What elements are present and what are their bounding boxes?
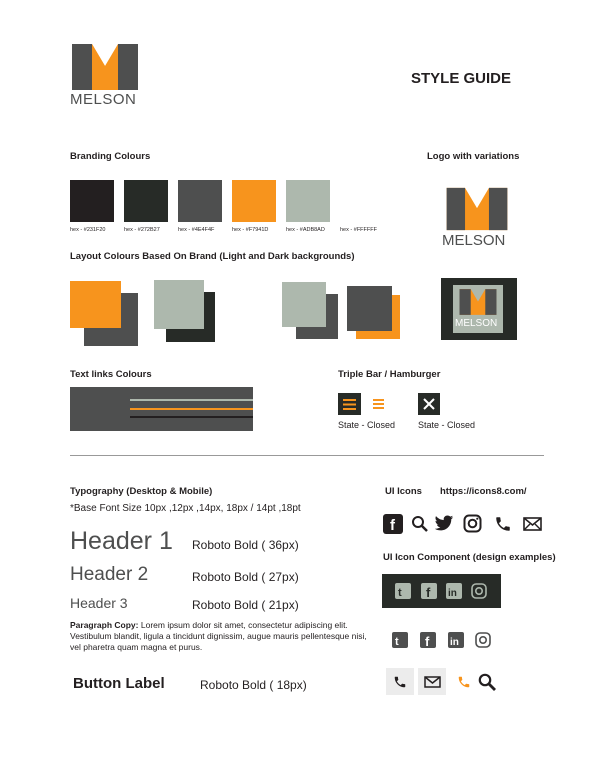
twitter-icon[interactable] [395,583,411,599]
layout-sample [70,281,121,328]
icon-component-light [392,632,502,652]
hamburger-light-button[interactable] [370,395,386,413]
page-title: STYLE GUIDE [411,70,512,87]
svg-text:f: f [426,585,431,599]
logo-variation-light [442,186,512,252]
hex-label: hex - #4E4F4F [178,227,215,233]
hamburger-icon [343,399,356,410]
hex-label: hex - #231F20 [70,227,106,233]
typography-heading: Typography (Desktop & Mobile) [70,486,213,497]
icon-component-dark [382,574,501,608]
swatch-F7941D [232,180,276,222]
phone-button-active[interactable] [454,668,474,695]
logo-variation-dark [441,278,517,340]
svg-text:f: f [425,634,430,648]
hamburger-icon [373,399,384,409]
instagram-icon[interactable] [475,632,491,648]
layout-colours-heading: Layout Colours Based On Brand (Light and Dark backgrounds) [70,251,355,262]
hamburger-dark-button[interactable] [338,393,361,415]
instagram-icon[interactable] [471,583,487,599]
layout-sample [347,286,392,331]
button-label-sample: Button Label [73,675,165,692]
twitter-icon[interactable] [392,632,408,648]
swatch-231F20 [70,180,114,222]
facebook-icon[interactable] [421,583,437,599]
ui-icon-component-heading: UI Icon Component (design examples) [383,552,556,563]
phone-icon [457,675,471,689]
phone-button[interactable] [386,668,414,695]
logo-text: MELSON [455,318,498,329]
svg-text:t: t [398,587,402,599]
button-label-spec: Roboto Bold ( 18px) [200,678,307,692]
search-icon [478,673,496,691]
search-icon[interactable] [411,515,428,532]
logo-variations-heading: Logo with variations [427,151,520,162]
layout-sample [282,282,326,327]
branding-heading: Branding Colours [70,151,151,162]
state-label: State - Closed [338,420,396,430]
hex-label: hex - #FFFFFF [340,227,377,233]
phone-icon[interactable] [494,515,512,533]
ui-icon-row [383,513,545,537]
layout-sample [154,280,204,329]
header-3-spec: Roboto Bold ( 21px) [192,598,299,612]
divider [70,455,544,456]
icons8-link[interactable]: https://icons8.com/ [440,486,527,497]
hex-label: hex - #ADB8AD [286,227,325,233]
svg-text:in: in [450,637,459,648]
hex-label: hex - #F7941D [232,227,269,233]
state-label: State - Closed [418,420,476,430]
swatch-272B27 [124,180,168,222]
paragraph-text: Lorem ipsum dolor sit amet, consectetur adipiscing elit. Vestibulum blandit, ligula a tincidunt dignissim, augue mauris pellentesque nisi, vel pharetra quam magna et purus. [70,620,367,652]
header-2-spec: Roboto Bold ( 27px) [192,570,299,584]
swatch-4E4F4F [178,180,222,222]
svg-text:f: f [390,517,395,534]
instagram-icon[interactable] [463,514,482,533]
icon-component-states [386,668,506,696]
mail-icon[interactable] [523,517,542,531]
paragraph-sample [70,620,370,653]
close-icon [423,398,435,410]
facebook-icon[interactable] [383,514,403,534]
base-font-size: *Base Font Size 10px ,12px ,14px, 18px / 14pt ,18pt [70,503,301,514]
phone-icon [393,675,407,689]
header-1-sample: Header 1 [70,527,173,555]
logo-text: MELSON [442,232,506,249]
logo-mark-icon [458,288,498,316]
search-button[interactable] [476,668,498,695]
header-2-sample: Header 2 [70,564,149,585]
svg-text:in: in [448,588,457,599]
twitter-icon[interactable] [434,515,454,532]
logo-mark-icon [442,186,512,232]
mail-button[interactable] [418,668,446,695]
swatch-ADB8AD [286,180,330,222]
linkedin-icon[interactable] [446,583,462,599]
hamburger-heading: Triple Bar / Hamburger [338,369,441,380]
close-button[interactable] [418,393,440,415]
text-links-sample [70,387,253,431]
paragraph-label: Paragraph Copy: [70,620,139,630]
svg-text:t: t [395,636,399,648]
logo-mark-icon [70,42,140,92]
brand-logo [70,42,140,108]
header-3-sample: Header 3 [70,595,128,611]
ui-icons-heading: UI Icons [385,486,422,497]
linkedin-icon[interactable] [448,632,464,648]
logo-text: MELSON [70,91,137,108]
text-links-heading: Text links Colours [70,369,152,380]
facebook-icon[interactable] [420,632,436,648]
mail-icon [424,676,441,688]
header-1-spec: Roboto Bold ( 36px) [192,538,299,552]
hex-label: hex - #272B27 [124,227,160,233]
